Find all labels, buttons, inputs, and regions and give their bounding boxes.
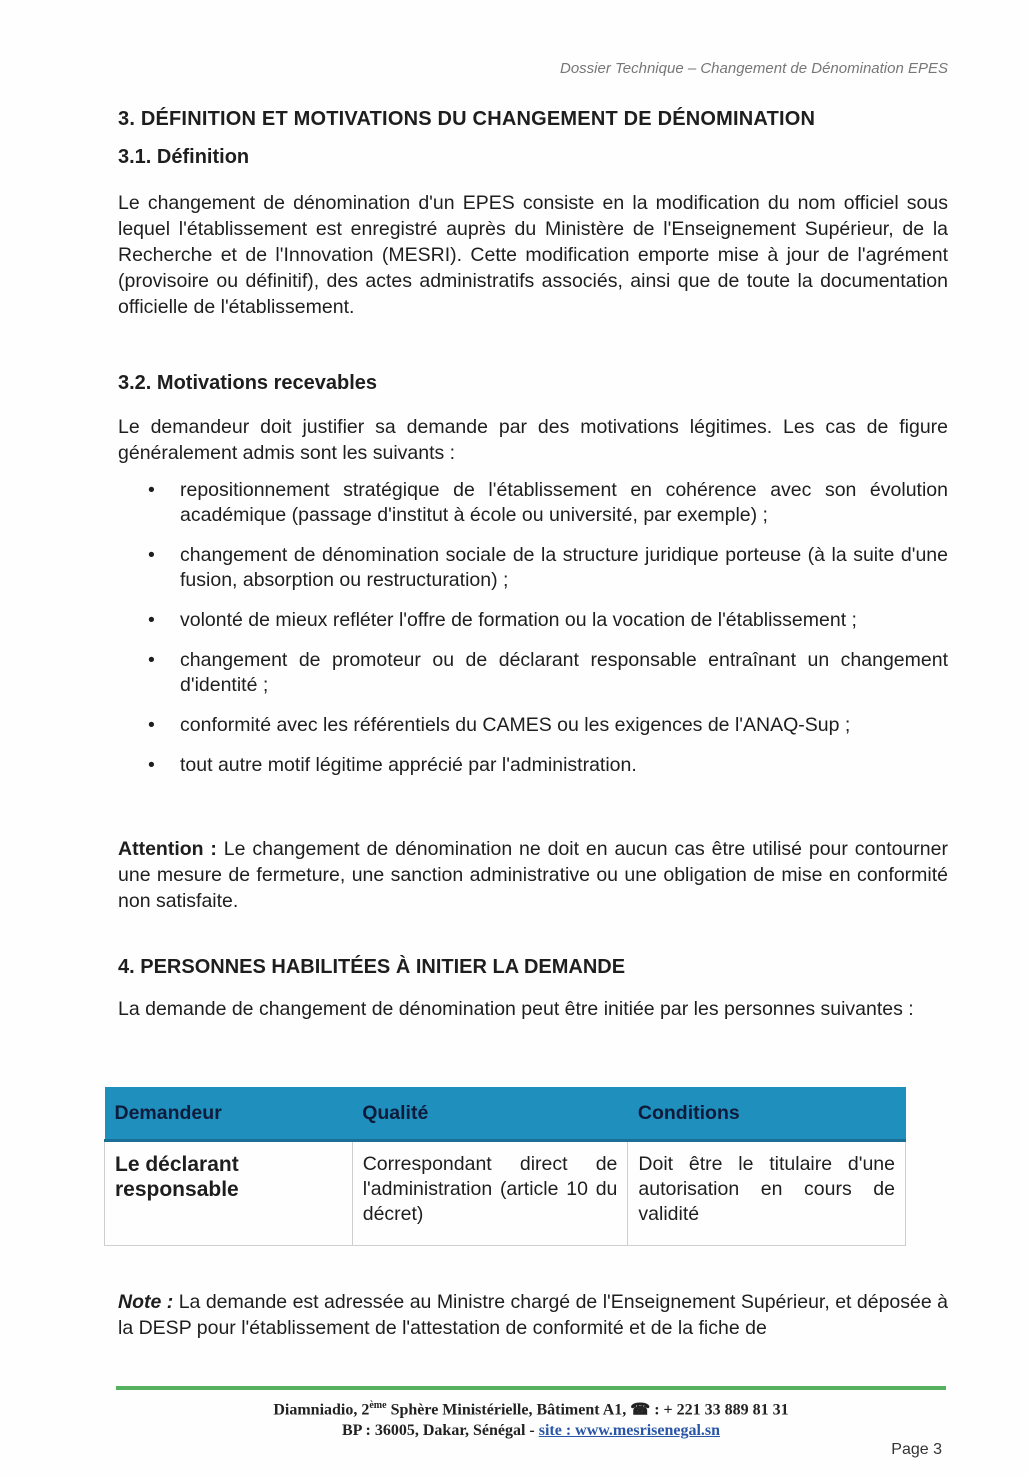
list-item: • changement de dénomination sociale de la structure juridique porteuse (à la suite d'une fusion, absorption ou restructuration) ; bbox=[148, 544, 948, 591]
phone-icon: ☎ bbox=[630, 1401, 651, 1419]
list-item: • tout autre motif légitime apprécié par l'administration. bbox=[148, 754, 637, 776]
section-3-2-heading: 3.2. Motivations recevables bbox=[118, 372, 378, 394]
table-cell: Le déclarant responsable bbox=[105, 1141, 353, 1246]
note-paragraph: Note : La demande est adressée au Ministre chargé de l'Enseignement Supérieur, et déposée à la DESP pour l'établissement de l'attestation de conformité et de la fiche de bbox=[118, 1291, 948, 1339]
definition-paragraph: Le changement de dénomination d'un EPES consiste en la modification du nom officiel sous lequel l'établissement est enregistré auprès du Ministère de l'Enseignement Supérieur, de la Recherche et de l'Innovation (MESRI). Cette modification emporte mise à jour de l'agrément (provisoire ou définitif), des actes administratifs associés, ainsi que de toute la documentation officielle de l'établissement. bbox=[118, 192, 948, 318]
table-row bbox=[105, 1141, 906, 1246]
column-header: Qualité bbox=[352, 1087, 628, 1141]
section-4-heading: 4. PERSONNES HABILITÉES À INITIER LA DEMANDE bbox=[118, 956, 626, 978]
website-link[interactable]: site : www.mesrisenegal.sn bbox=[538, 1422, 721, 1440]
list-item: • conformité avec les référentiels du CAMES ou les exigences de l'ANAQ-Sup ; bbox=[148, 714, 851, 736]
footer-line-1: Diamniadio, 2ème Sphère Ministérielle, Bâtiment A1, ☎ : + 221 33 889 81 31 bbox=[273, 1400, 789, 1419]
bullet-icon: • bbox=[148, 479, 155, 501]
section-3-heading: 3. DÉFINITION ET MOTIVATIONS DU CHANGEMENT DE DÉNOMINATION bbox=[118, 108, 816, 130]
list-item: • volonté de mieux refléter l'offre de formation ou la vocation de l'établissement ; bbox=[148, 609, 857, 631]
bullet-icon: • bbox=[148, 754, 155, 776]
bullet-icon: • bbox=[148, 609, 155, 631]
attention-label: Attention : bbox=[118, 838, 217, 860]
section-3-1-heading: 3.1. Définition bbox=[118, 146, 250, 168]
bullet-icon: • bbox=[148, 714, 155, 736]
bullet-icon: • bbox=[148, 544, 155, 566]
section-4-intro: La demande de changement de dénomination peut être initiée par les personnes suivantes : bbox=[118, 998, 914, 1020]
page-number: Page 3 bbox=[891, 1441, 942, 1458]
column-header: Conditions bbox=[628, 1087, 906, 1141]
footer-address bbox=[116, 1395, 946, 1441]
attention-paragraph: Attention : Le changement de dénomination ne doit en aucun cas être utilisé pour contourner une mesure de fermeture, une sanction administrative ou une obligation de mise en conformité non satisfaite. bbox=[118, 838, 948, 912]
footer-line-2: BP : 36005, Dakar, Sénégal - site : www.mesrisenegal.sn bbox=[341, 1422, 721, 1440]
note-label: Note : bbox=[118, 1291, 174, 1313]
running-header: Dossier Technique – Changement de Dénomination EPES bbox=[559, 60, 948, 77]
list-item: • changement de promoteur ou de déclarant responsable entraînant un changement d'identité ; bbox=[148, 649, 948, 696]
motivations-intro: Le demandeur doit justifier sa demande par des motivations légitimes. Les cas de figure généralement admis sont les suivants : bbox=[118, 416, 948, 464]
motivations-list bbox=[148, 478, 948, 793]
list-item: • repositionnement stratégique de l'établissement en cohérence avec son évolution académique (passage d'institut à école ou université, par exemple) ; bbox=[148, 479, 948, 526]
bullet-icon: • bbox=[148, 649, 155, 671]
footer-divider bbox=[116, 1386, 946, 1390]
column-header: Demandeur bbox=[105, 1087, 353, 1141]
table-cell: Doit être le titulaire d'une autorisation en cours de validité bbox=[628, 1141, 906, 1246]
applicants-table bbox=[104, 1087, 906, 1246]
table-cell: Correspondant direct de l'administration (article 10 du décret) bbox=[352, 1141, 628, 1246]
table-header-row bbox=[105, 1087, 906, 1141]
